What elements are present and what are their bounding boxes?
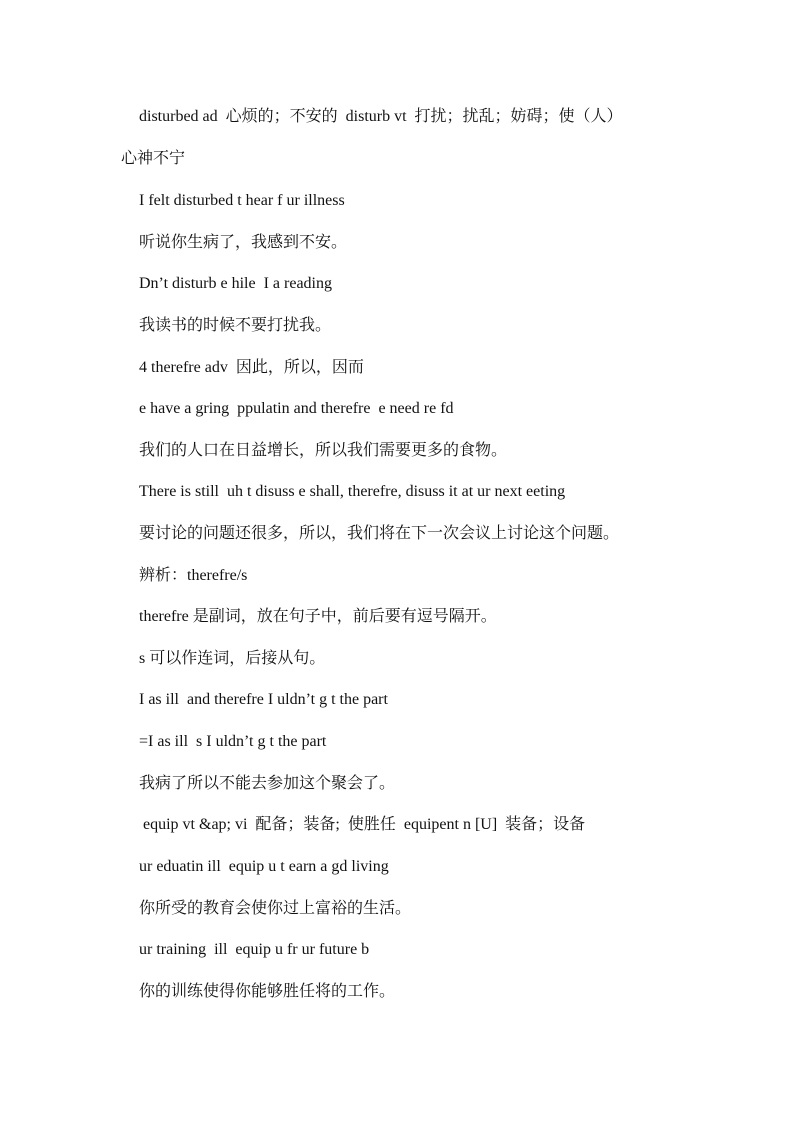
text-line: ur training ill equip u fr ur future b: [139, 941, 370, 958]
text-line: 辨析：therefre/s: [139, 567, 248, 584]
text-line: 你的训练使得你能够胜任将的工作。: [139, 983, 396, 1000]
text-line: equip vt &ap; vi 配备；装备; 使胜任 equipent n [U] 装备；设备: [139, 816, 586, 833]
text-line: disturbed ad 心烦的；不安的 disturb vt 打扰；扰乱；妨碍；使（人）: [139, 108, 623, 125]
text-line: therefre 是副词，放在句子中，前后要有逗号隔开。: [139, 608, 497, 625]
text-line: e have a gring ppulatin and therefre e need re fd: [139, 400, 454, 417]
text-line: I as ill and therefre I uldn’t g t the part: [139, 691, 388, 708]
text-line: 心神不宁: [121, 150, 186, 167]
text-line: There is still uh t disuss e shall, therefre, disuss it at ur next eeting: [139, 483, 566, 500]
text-line: I felt disturbed t hear f ur illness: [139, 192, 345, 209]
text-line: 听说你生病了，我感到不安。: [139, 234, 348, 251]
text-line: Dn’t disturb e hile I a reading: [139, 275, 332, 292]
text-line: 4 therefre adv 因此，所以，因而: [139, 359, 364, 376]
text-line: 我病了所以不能去参加这个聚会了。: [139, 775, 396, 792]
text-line: 我们的人口在日益增长，所以我们需要更多的食物。: [139, 442, 508, 459]
text-line: s 可以作连词，后接从句。: [139, 650, 326, 667]
text-line: 要讨论的问题还很多，所以，我们将在下一次会议上讨论这个问题。: [139, 525, 620, 542]
text-line: ur eduatin ill equip u t earn a gd living: [139, 858, 389, 875]
text-line: =I as ill s I uldn’t g t the part: [139, 733, 327, 750]
text-line: 我读书的时候不要打扰我。: [139, 317, 332, 334]
text-line: 你所受的教育会使你过上富裕的生活。: [139, 900, 412, 917]
